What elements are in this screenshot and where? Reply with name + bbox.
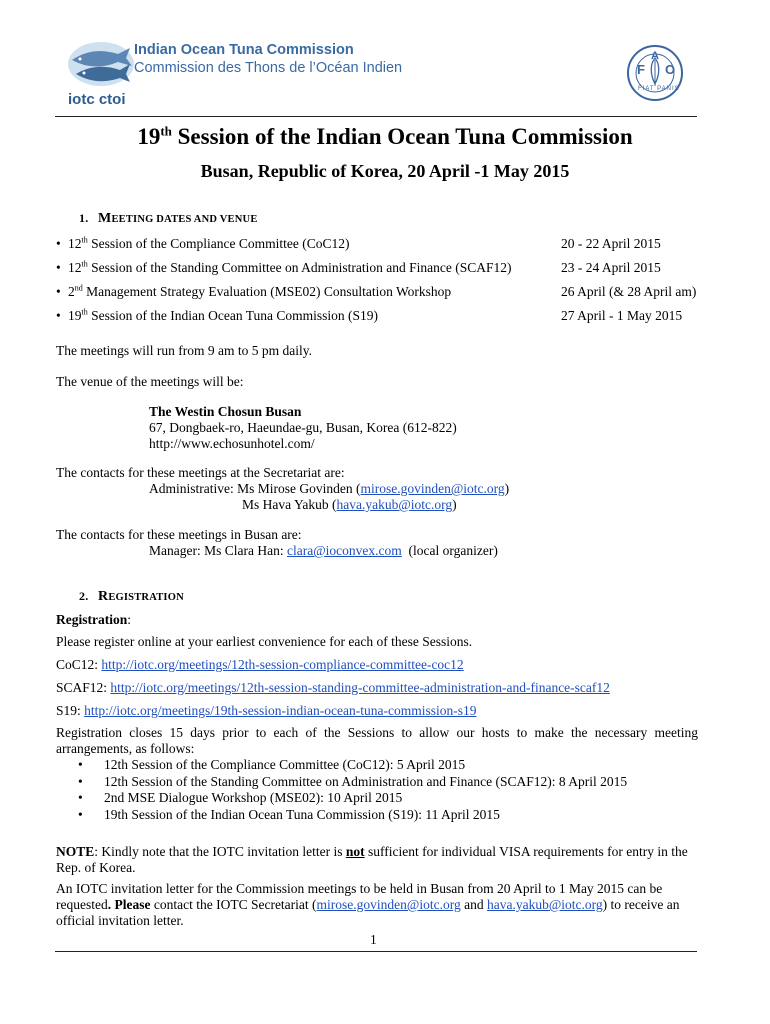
meeting-name: Session of the Indian Ocean Tuna Commission (S19) [87,308,378,323]
invitation-email-1[interactable]: mirose.govinden@iotc.org [316,897,461,912]
section-2-heading [79,589,184,605]
admin2-contact-label: Ms Hava Yakub ( [242,497,337,512]
title-text: Session of the Indian Ocean Tuna Commission [171,124,633,149]
org-name-fr: Commission des Thons de l’Océan Indien [134,60,403,76]
section-2-number: 2. [79,589,89,603]
registration-link-row [56,657,464,673]
fao-letter-a: A [651,50,659,62]
meeting-row [56,236,706,254]
admin-contact [149,481,509,497]
title-sup: th [160,123,172,139]
page-title [0,124,770,150]
section-1-heading [79,211,258,227]
footer-rule [55,951,697,952]
section-2-title: EGISTRATION [108,592,184,603]
org-acronym: iotc ctoi [68,91,126,108]
org-name-en: Indian Ocean Tuna Commission [134,42,354,58]
fao-motto: FIAT PANIS [638,86,680,92]
header-rule [55,116,697,117]
visa-note-not: not [345,844,365,859]
meeting-number: 19 [68,308,82,323]
meeting-dates: 23 - 24 April 2015 [561,260,661,275]
registration-link-row [56,680,610,696]
visa-note-label: NOTE [56,844,95,859]
bullet-icon: • [56,260,61,275]
manager-email-link[interactable]: clara@ioconvex.com [286,543,402,558]
meeting-sup: nd [74,283,83,293]
invitation-email-2[interactable]: hava.yakub@iotc.org [486,897,603,912]
page-number: 1 [370,932,377,947]
admin2-email-link[interactable]: hava.yakub@iotc.org [336,497,453,512]
meeting-dates: 20 - 22 April 2015 [561,236,661,251]
bullet-icon: • [56,236,61,251]
fao-logo [626,44,684,102]
meeting-dates: 27 April - 1 May 2015 [561,308,683,323]
deadline-item: • 19th Session of the Indian Ocean Tuna Commission (S19): 11 April 2015 [56,807,698,824]
busan-contacts-intro: The contacts for these meetings in Busan are: [56,527,302,542]
deadline-item: • 12th Session of the Compliance Committee (CoC12): 5 April 2015 [56,757,698,774]
manager-contact-note: (local organizer) [401,543,498,558]
venue-url[interactable]: http://www.echosunhotel.com/ [149,436,315,451]
venue-intro: The venue of the meetings will be: [56,374,244,389]
registration-link-label: CoC12: [56,657,102,672]
meeting-number: 2 [68,284,75,299]
registration-label-colon: : [127,612,132,627]
admin-contact-label: Administrative: Ms Mirose Govinden ( [149,481,361,496]
meeting-number: 12 [68,236,82,251]
registration-link-label: S19: [56,703,85,718]
registration-closes: Registration closes 15 days prior to each of the Sessions to allow our hosts to make the necessary meeting arrangements, as follows: [56,725,698,756]
invitation-text-b: contact the IOTC Secretariat ( [150,897,317,912]
manager-contact-label: Manager: Ms Clara Han: [149,543,287,558]
meeting-sup: th [81,259,88,269]
iotc-logo [66,40,406,108]
meeting-row [56,260,706,278]
registration-label [56,612,131,628]
meeting-name: Session of the Compliance Committee (CoC12) [87,236,350,251]
tuna-fish-icon [66,40,136,92]
section-2-first-letter: R [98,589,109,604]
visa-note-text-b: sufficient for individual VISA requirements for entry in the Rep. of Korea. [56,844,688,875]
admin2-contact-close: ) [452,497,457,512]
secretariat-intro: The contacts for these meetings at the Secretariat are: [56,465,345,480]
venue-address: 67, Dongbaek-ro, Haeundae-gu, Busan, Korea (612-822) [149,420,457,435]
registration-link-row [56,703,476,719]
bullet-icon: • [56,308,61,323]
deadline-item: • 2nd MSE Dialogue Workshop (MSE02): 10 April 2015 [56,790,698,807]
meeting-row [56,284,706,302]
admin2-contact [242,497,457,513]
section-1-title: EETING DATES AND VENUE [111,214,258,225]
registration-intro: Please register online at your earliest convenience for each of these Sessions. [56,634,473,649]
invitation-text-c: ) to receive an official invitation letter. [56,897,680,928]
registration-label-text: Registration [56,612,128,627]
meeting-name: Management Strategy Evaluation (MSE02) Consultation Workshop [82,284,452,299]
invitation-paragraph [56,881,701,929]
registration-link[interactable]: http://iotc.org/meetings/19th-session-indian-ocean-tuna-commission-s19 [84,703,477,718]
meeting-name: Session of the Standing Committee on Administration and Finance (SCAF12) [87,260,512,275]
deadline-item: • 12th Session of the Standing Committee on Administration and Finance (SCAF12): 8 April 2015 [56,774,698,791]
page-subtitle: Busan, Republic of Korea, 20 April -1 May 2015 [200,161,570,181]
fao-letter-o: O [665,62,676,77]
visa-note [56,844,698,876]
meeting-sup: th [81,235,88,245]
bullet-icon: • [56,284,61,299]
visa-note-text-a: : Kindly note that the IOTC invitation letter is [94,844,346,859]
invitation-text-a: An IOTC invitation letter for the Commission meetings to be held in Busan from 20 April to 1 May 2015 can be requested [56,881,663,912]
meeting-hours: The meetings will run from 9 am to 5 pm daily. [56,343,312,358]
meeting-number: 12 [68,260,82,275]
fao-letter-f: F [637,62,645,77]
registration-link-label: SCAF12: [56,680,111,695]
section-1-number: 1. [79,211,89,225]
invitation-and: and [460,897,487,912]
meeting-row [56,308,706,326]
registration-link[interactable]: http://iotc.org/meetings/12th-session-compliance-committee-coc12 [101,657,464,672]
invitation-text-bold: . Please [107,897,151,912]
meeting-dates: 26 April (& 28 April am) [561,284,697,299]
deadline-list [56,757,698,823]
manager-contact [149,543,498,559]
title-number: 19 [137,124,161,149]
venue-name: The Westin Chosun Busan [149,404,302,419]
meeting-sup: th [81,307,88,317]
venue-block [149,404,549,452]
admin-contact-close: ) [504,481,510,496]
section-1-first-letter: M [98,211,112,226]
registration-link[interactable]: http://iotc.org/meetings/12th-session-standing-committee-administration-and-finance-scaf12 [110,680,610,695]
admin-email-link[interactable]: mirose.govinden@iotc.org [360,481,505,496]
